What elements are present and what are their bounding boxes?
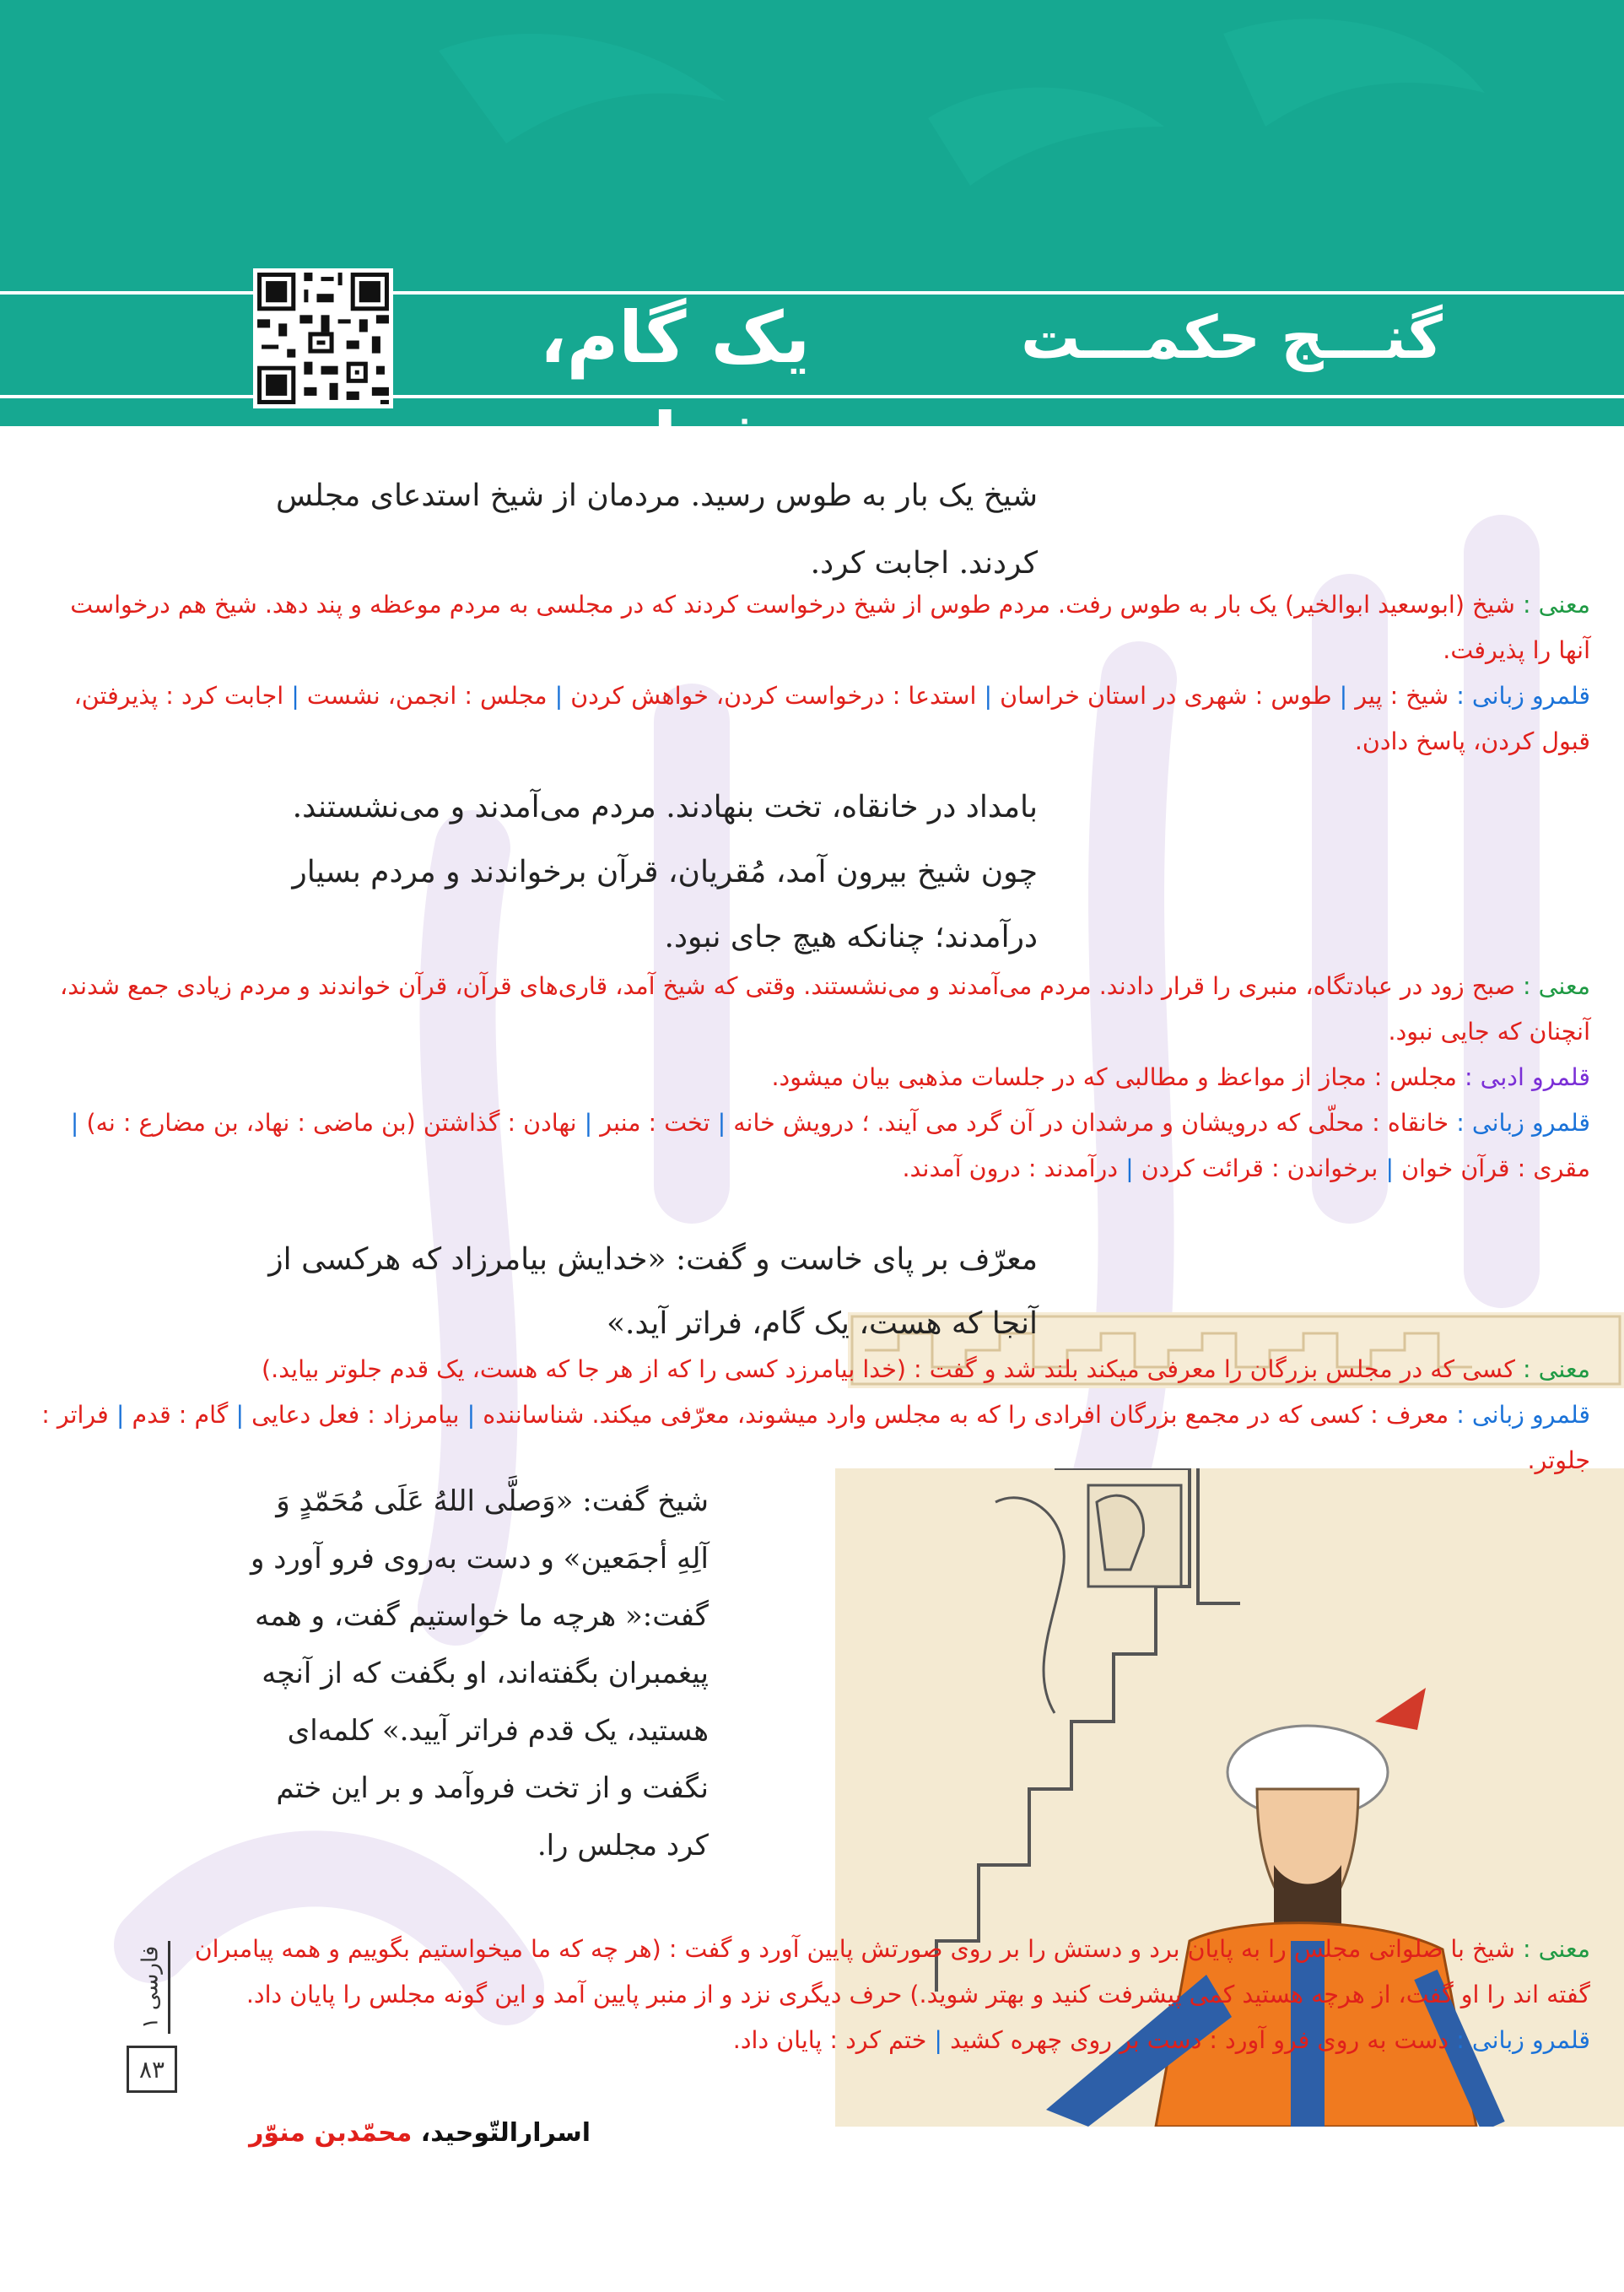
poem-line: معرّف بر پای خاست و گفت: «خدایش بیامرزاد که هرکسی از	[268, 1242, 1038, 1277]
note-passage-2	[34, 964, 1590, 1192]
separator: |	[717, 1109, 726, 1137]
poem-line: شیخ یک بار به طوس رسید. مردمان از شیخ استدعای مجلس	[276, 478, 1038, 513]
language-item: مقری : قرآن خوان	[1401, 1154, 1590, 1182]
meaning-note	[34, 964, 1590, 1055]
meaning-note	[34, 1347, 1590, 1392]
poem-line: بامداد در خانقاه، تخت بنهادند. مردم می‌آمدند و می‌نشستند.	[292, 790, 1038, 824]
meaning-note	[34, 582, 1590, 673]
separator: |	[1385, 1154, 1395, 1182]
poem-line: آلِهِ أجمَعین» و دست به‌روی فرو آورد و	[250, 1542, 709, 1576]
separator: |	[1125, 1154, 1134, 1182]
literary-text: مجلس : مجاز از مواعظ و مطالبی که در جلسات مذهبی بیان میشود.	[771, 1063, 1457, 1091]
meaning-text: شیخ (ابوسعید ابوالخیر) یک بار به طوس رفت. مردم طوس از شیخ درخواست کردند که در مجلسی به مردم موعظه و پند دهد. شیخ هم درخواست آنها را پذیرفت.	[70, 591, 1590, 664]
separator: |	[984, 682, 993, 710]
language-item: بیامرزاد : فعل دعایی	[251, 1401, 460, 1429]
poem-line: گفت:« هرچه ما خواستیم گفت، و همه	[254, 1599, 709, 1633]
language-label: قلمرو زبانی :	[1456, 1401, 1590, 1429]
separator: |	[235, 1401, 245, 1429]
source-book: اسرارالتّوحید،	[412, 2118, 591, 2148]
poem-line: چون شیخ بیرون آمد، مُقریان، قرآن برخواندند و مردم بسیار	[292, 855, 1038, 889]
separator: |	[934, 2026, 942, 2054]
separator: |	[116, 1401, 125, 1429]
language-item: اجابت کرد : پذیرفتن، قبول کردن، پاسخ دادن.	[73, 682, 1590, 755]
language-label: قلمرو زبانی :	[1456, 2026, 1590, 2054]
page-number: ۸۳	[127, 2046, 177, 2093]
language-item: نهادن : گذاشتن (بن ماضی : نهاد، بن مضارع : نه)	[86, 1109, 577, 1137]
poem-line: شیخ گفت: «وَصلَّی اللهُ عَلَی مُحَمّدٍ وَ	[276, 1484, 709, 1518]
meaning-text: شیخ با صلواتی مجلس را به پایان برد و دستش را بر روی صورتش پایین آورد و گفت : (هر چه که ما میخواستیم بگوییم و همه پیامبران گفته اند را او گفت، از هرچه هستید کمی پیشرفت کنید و بهتر شوید.) حرف دیگری نزد و از منبر پایین آمد و این گونه مجلس را پایان داد.	[194, 1935, 1590, 2008]
poem-passage-1	[253, 462, 1038, 597]
chapter-header	[0, 0, 1624, 480]
language-item: طوس : شهری در استان خراسان	[1000, 682, 1332, 710]
lesson-title: یک گام، فراتر	[539, 296, 811, 480]
meaning-label: معنی :	[1522, 1935, 1590, 1963]
book-name: فارسی ۱	[138, 1945, 164, 2030]
separator: |	[467, 1401, 476, 1429]
language-item: مجلس : انجمن، نشست	[306, 682, 548, 710]
poem-line: درآمدند؛ چنانکه هیچ جای نبود.	[664, 920, 1038, 954]
page-side-marker	[127, 1941, 177, 2093]
meaning-text: کسی که در مجلس بزرگان را معرفی میکند بلند شد و گفت : (خدا بیامرزد کسی را که از هر جا که هست، یک قدم جلوتر بیاید.)	[262, 1355, 1515, 1383]
language-note	[194, 2018, 1590, 2063]
source-author: محمّدبن منوّر	[249, 2118, 413, 2148]
separator: |	[584, 1109, 593, 1137]
qr-code-icon	[253, 268, 393, 408]
poem-line: هستید، یک قدم فراتر آیید.» کلمه‌ای	[287, 1714, 709, 1748]
separator: |	[554, 682, 564, 710]
language-item: فراتر : جلوتر.	[41, 1401, 1590, 1474]
language-item: گام : قدم	[132, 1401, 229, 1429]
language-label: قلمرو زبانی :	[1456, 1109, 1590, 1137]
language-item: برخواندن : قرائت کردن	[1141, 1154, 1379, 1182]
poem-passage-2	[253, 775, 1038, 970]
literary-note	[34, 1055, 1590, 1100]
meaning-label: معنی :	[1522, 591, 1590, 619]
language-note	[34, 673, 1590, 765]
separator: |	[291, 682, 299, 710]
section-title: گنـــج حکمـــت	[1021, 303, 1443, 372]
language-item: ختم کرد : پایان داد.	[732, 2026, 927, 2054]
qr-code[interactable]	[253, 268, 393, 408]
language-note	[34, 1100, 1590, 1192]
separator: |	[70, 1109, 79, 1137]
poem-passage-4	[219, 1473, 709, 1874]
book-name-box	[134, 1941, 170, 2034]
language-item: درآمدند : درون آمدند.	[902, 1154, 1119, 1182]
note-passage-4	[194, 1927, 1590, 2063]
separator: |	[1339, 682, 1348, 710]
meaning-text: صبح زود در عبادتگاه، منبری را قرار دادند. مردم می‌آمدند و می‌نشستند. وقتی که شیخ آمد، قاری‌های قرآن، قرآن خواندند و مردم زیادی جمع شدند، آنچنان که جایی نبود.	[60, 972, 1590, 1046]
poem-line: کردند. اجابت کرد.	[810, 546, 1038, 581]
language-item: خانقاه : محلّی که درویشان و مرشدان در آن گرد می آیند. ؛ درویش خانه	[733, 1109, 1449, 1137]
literary-label: قلمرو ادبی :	[1464, 1063, 1590, 1091]
language-item: تخت : منبر	[600, 1109, 710, 1137]
language-item: معرف : کسی که در مجمع بزرگان افرادی را که به مجلس وارد میشوند، معرّفی میکند. شناساننده	[483, 1401, 1449, 1429]
language-item: دست به روی فرو آورد : دست بر روی چهره کشید	[950, 2026, 1449, 2054]
source-attribution	[236, 2118, 591, 2148]
note-passage-1	[34, 582, 1590, 765]
meaning-label: معنی :	[1522, 1355, 1590, 1383]
meaning-note	[194, 1927, 1590, 2018]
meaning-label: معنی :	[1522, 972, 1590, 1000]
language-item: شیخ : پیر	[1355, 682, 1449, 710]
language-label: قلمرو زبانی :	[1456, 682, 1590, 710]
poem-line: آنجا که هست، یک گام، فراتر آید.»	[607, 1306, 1038, 1341]
language-note	[34, 1392, 1590, 1484]
poem-passage-3	[253, 1228, 1038, 1356]
poem-line: نگفت و از تخت فروآمد و بر این ختم	[276, 1771, 709, 1805]
language-item: استدعا : درخواست کردن، خواهش کردن	[570, 682, 977, 710]
poem-line: کرد مجلس را.	[537, 1829, 709, 1862]
poem-line: پیغمبران بگفته‌اند، او بگفت که از آنچه	[262, 1657, 709, 1690]
note-passage-3	[34, 1347, 1590, 1484]
